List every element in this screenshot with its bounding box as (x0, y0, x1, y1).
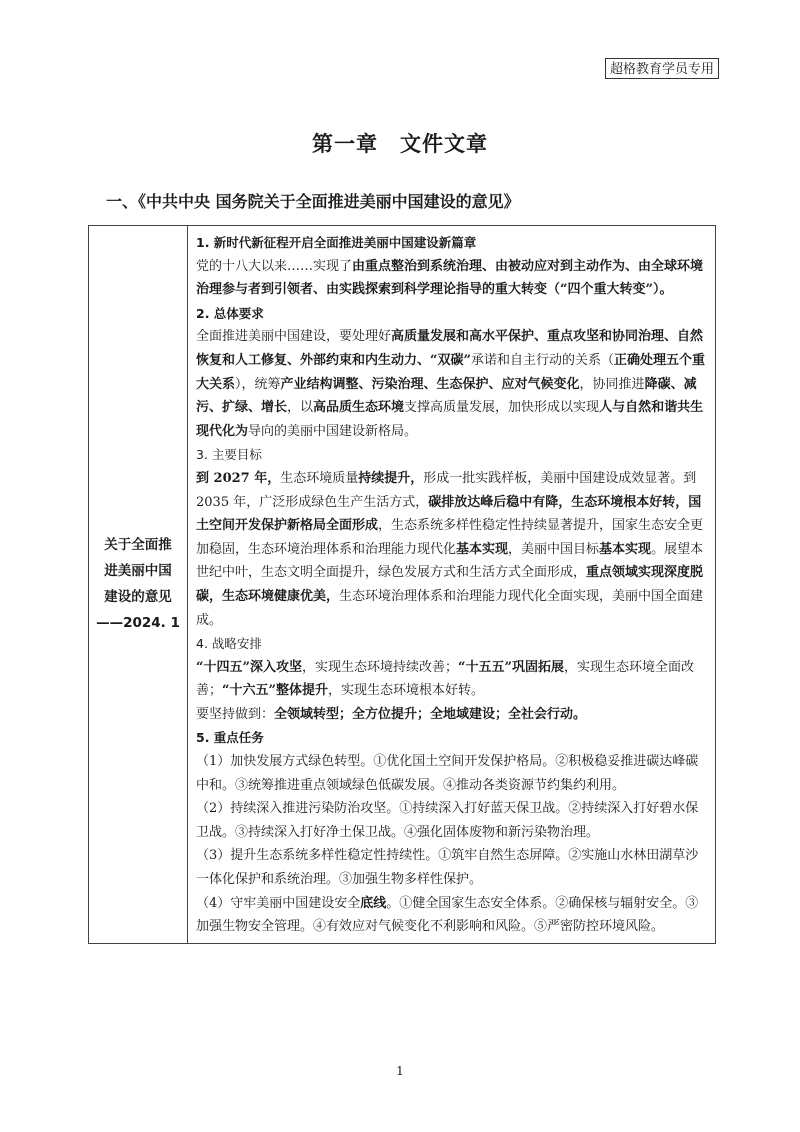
label-line: 关于全面推 (104, 537, 172, 554)
paragraph: 党的十八大以来……实现了由重点整治到系统治理、由被动应对到主动作为、由全球环境治理参与者到引领者、由实践探索到科学理论指导的重大转变（“四个重大转变”）。 (196, 258, 704, 298)
paragraph: 到 2027 年，生态环境质量持续提升，形成一批实践样板，美丽中国建设成效显著。到 2035 年，广泛形成绿色生产生活方式，碳排放达峰后稳中有降，生态环境根本好转，国土空间开发保护新格局全面形成，生态系统多样性稳定性持续显著提升，国家生态安全更加稳固，生态环境治理体系和治理能力现代化基本实现，美丽中国目标基本实现。展望本世纪中叶，生态文明全面提升，绿色发展方式和生活方式全面形成，重点领域实现深度脱碳，生态环境健康优美，生态环境治理体系和治理能力现代化全面实现，美丽中国全面建成。 (196, 470, 704, 628)
task-item: （1）加快发展方式绿色转型。①优化国土空间开发保护格局。②积极稳妥推进碳达峰碳中和。③统筹推进重点领域绿色低碳发展。④推动各类资源节约集约利用。 (196, 754, 699, 793)
task-item: （3）提升生态系统多样性稳定性持续性。①筑牢自然生态屏障。②实施山水林田湖草沙一体化保护和系统治理。③加强生物多样性保护。 (196, 848, 699, 888)
table-row (89, 226, 716, 944)
subsection-title: 1. 新时代新征程开启全面推进美丽中国建设新篇章 (196, 235, 477, 250)
subsection-title: 4. 战略安排 (196, 636, 262, 652)
label-line: 进美丽中国 (104, 563, 172, 580)
subsection-title: 5. 重点任务 (196, 730, 264, 746)
task-item: （2）持续深入推进污染防治攻坚。①持续深入打好蓝天保卫战。②持续深入打好碧水保卫战。③持续深入打好净土保卫战。④强化固体废物和新污染物治理。 (196, 801, 699, 840)
paragraph: 全面推进美丽中国建设，要处理好高质量发展和高水平保护、重点攻坚和协同治理、自然恢复和人工修复、外部约束和内生动力、“双碳”承诺和自主行动的关系（正确处理五个重大关系），统筹产业结构调整、污染治理、生态保护、应对气候变化，协同推进降碳、减污、扩绿、增长，以高品质生态环境支撑高质量发展，加快形成以实现人与自然和谐共生现代化为导向的美丽中国建设新格局。 (196, 329, 705, 439)
usage-stamp: 超格教育学员专用 (605, 58, 719, 79)
label-line: ——2024. 1 (96, 615, 180, 632)
chapter-title: 第一章 文件文章 (312, 131, 488, 156)
document-body-cell (188, 226, 716, 944)
subsection-title: 3. 主要目标 (196, 447, 262, 463)
subsection-title: 2. 总体要求 (196, 305, 264, 321)
page-number: 1 (396, 1064, 404, 1078)
label-line: 建设的意见 (104, 589, 172, 606)
task-item: （4）守牢美丽中国建设安全底线。①健全国家生态安全体系。②确保核与辐射安全。③加强生物安全管理。④有效应对气候变化不利影响和风险。⑤严密防控环境风险。 (196, 895, 699, 935)
content-table (88, 225, 716, 944)
document-label-cell (89, 226, 188, 944)
section-heading: 一、《中共中央 国务院关于全面推进美丽中国建设的意见》 (106, 192, 520, 211)
paragraph: 要坚持做到：全领域转型；全方位提升；全地域建设；全社会行动。 (196, 706, 587, 722)
paragraph: “十四五”深入攻坚，实现生态环境持续改善；“十五五”巩固拓展，实现生态环境全面改善；“十六五”整体提升，实现生态环境根本好转。 (196, 659, 694, 699)
